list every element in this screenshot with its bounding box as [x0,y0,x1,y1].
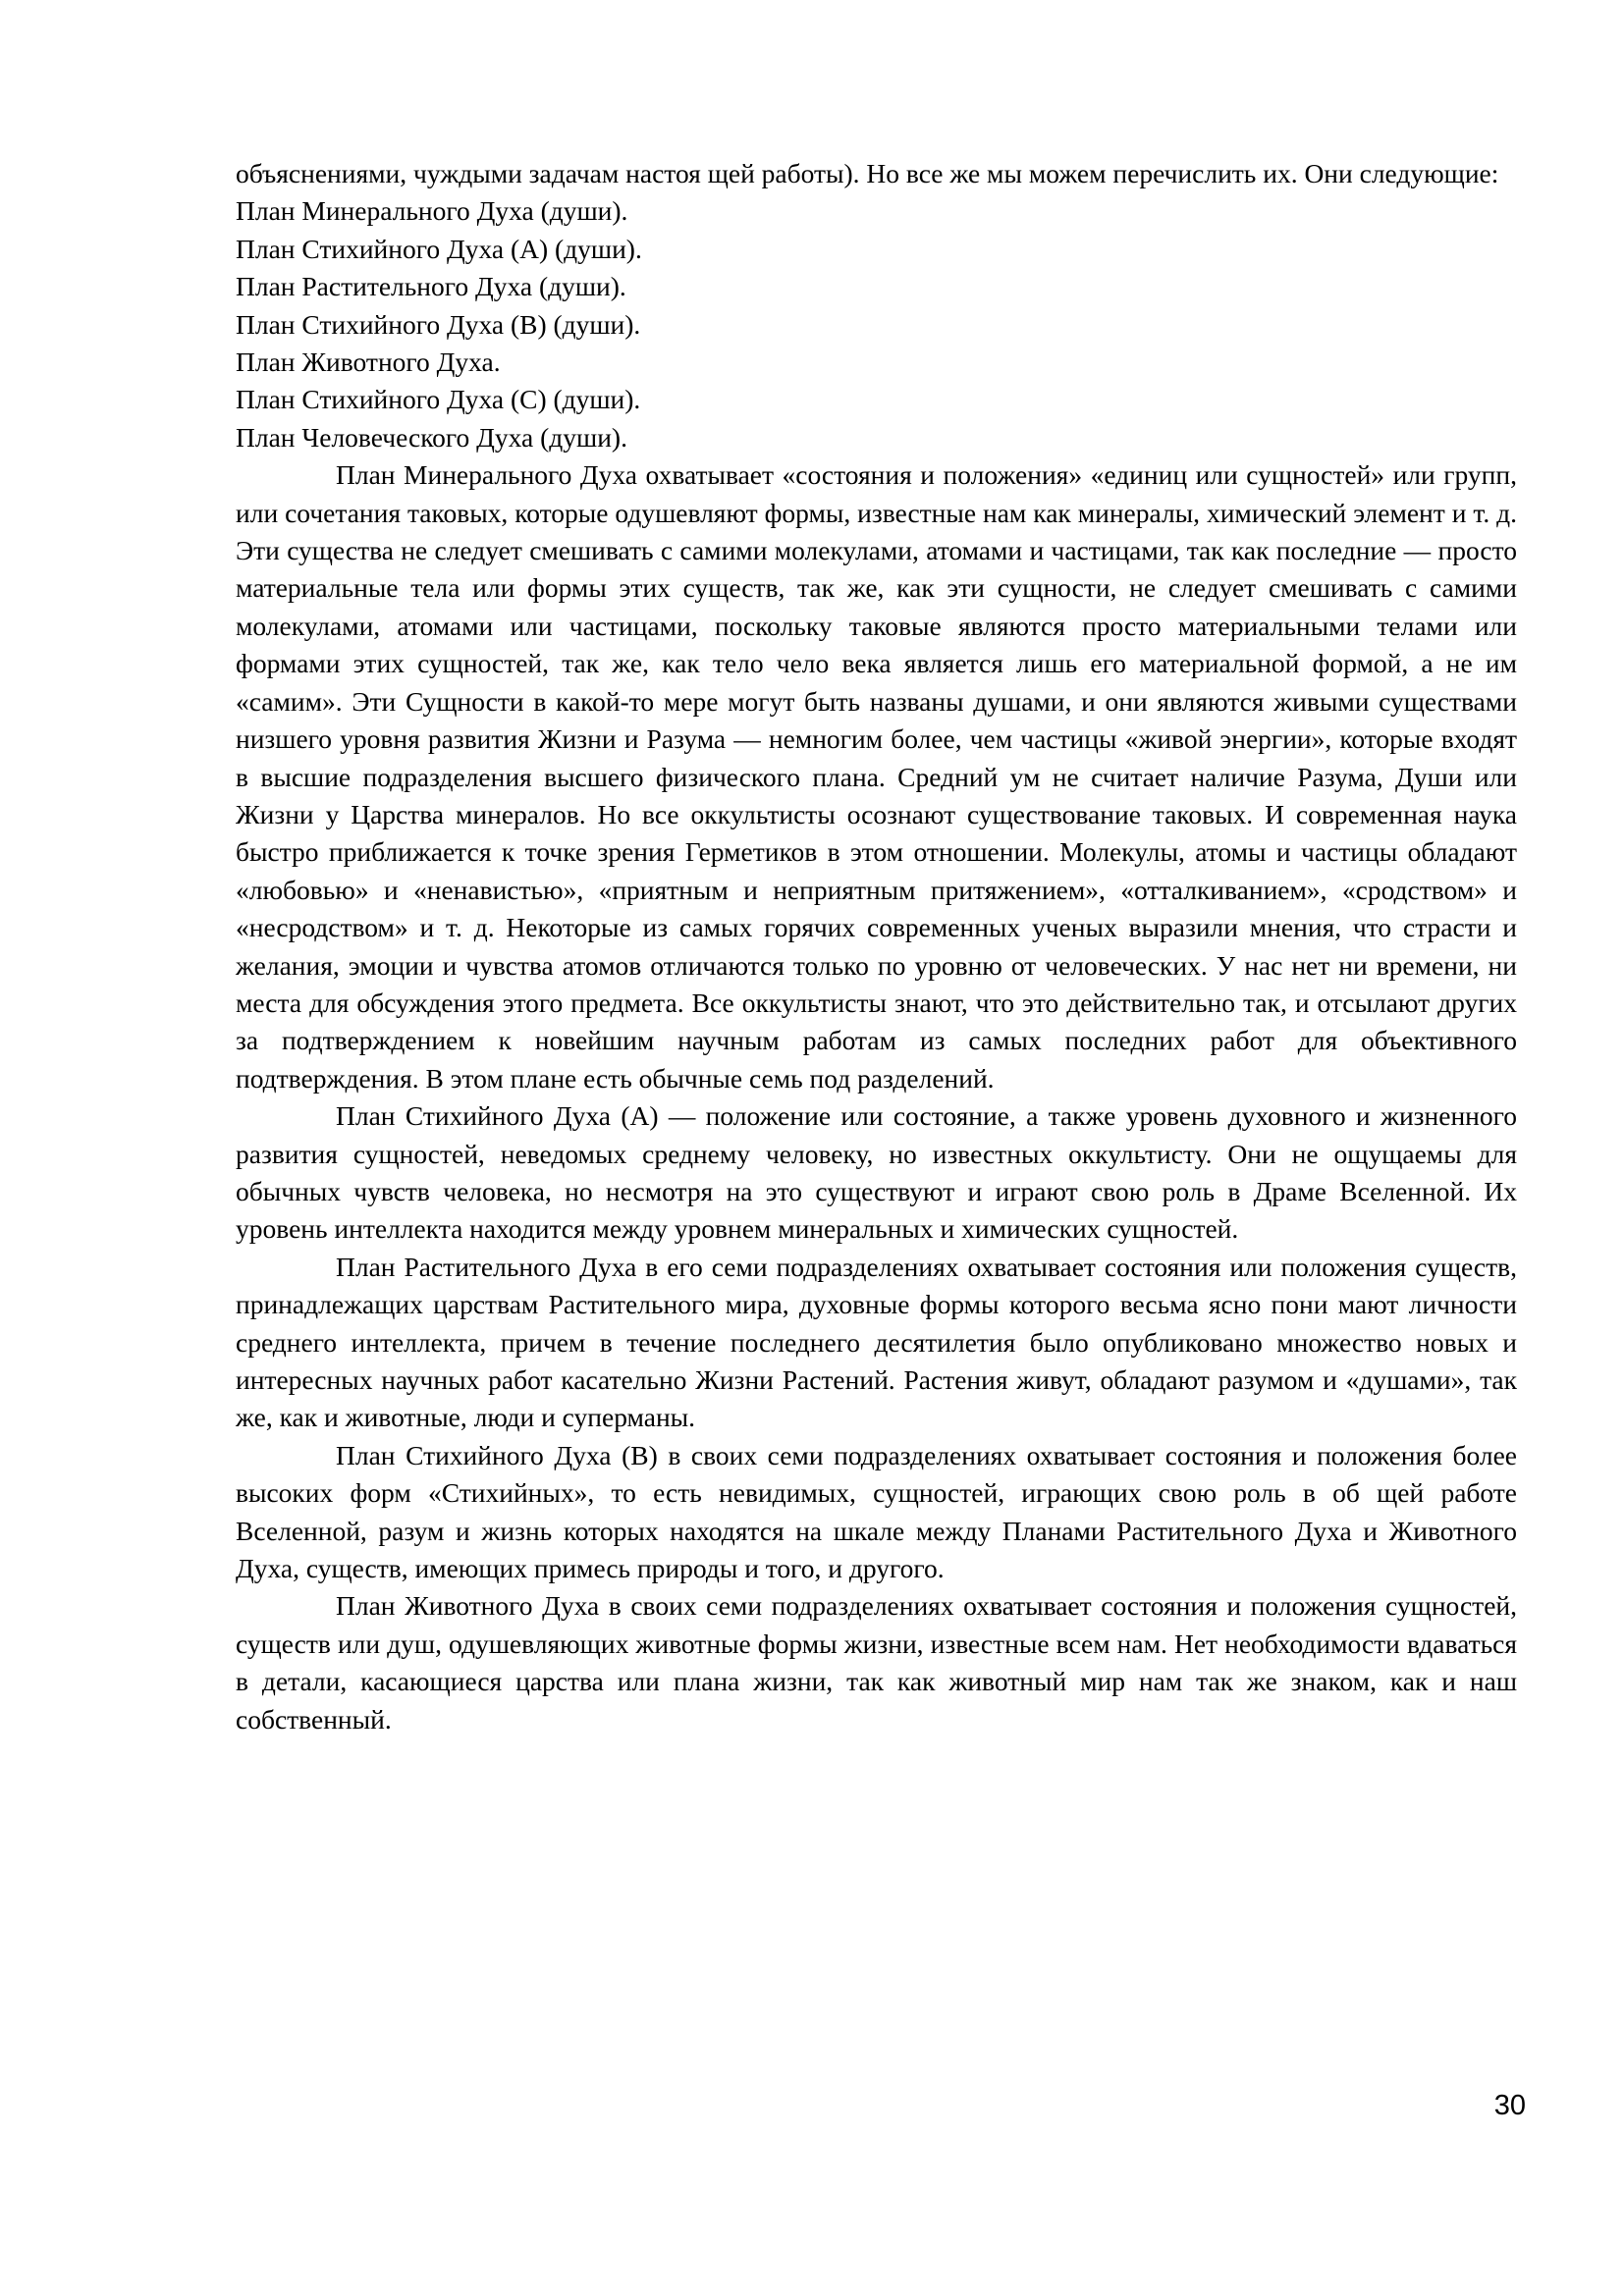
list-item: План Растительного Духа (души). [236,271,626,302]
list-item: План Стихийного Духа (В) (души). [236,308,641,340]
paragraph-plant-plane: План Растительного Духа в его семи подразделениях охватывает состояния или положения существ, принадлежащих царствам Растительного мира, духовные формы которого весьма ясно пони мают личности среднего интеллекта, причем в течение последнего десятилетия было опубликовано множество новых и интересных научных работ касательно Жизни Растений. Растения живут, обладают разумом и «душами», так же, как и животные, люди и суперманы. [236,1251,1517,1433]
planes-list [236,192,1517,456]
page-number: 30 [1493,2090,1526,2121]
list-item: План Животного Духа. [236,347,501,378]
list-item: План Человеческого Духа (души). [236,421,627,453]
list-item: План Стихийного Духа (А) (души). [236,233,642,264]
list-item: План Минерального Духа (души). [236,195,628,227]
continued-paragraph: объяснениями, чуждыми задачам настоя щей работы). Но все же мы можем перечислить их. Они следующие: [236,158,1499,188]
paragraph-mineral-plane: План Минерального Духа охватывает «состояния и положения» «единиц или сущностей» или групп, или сочетания таковых, которые одушевляют формы, известные нам как минералы, химический элемент и т. д. Эти существа не следует смешивать с самими молекулами, атомами и частицами, так как последние — просто материальные тела или формы этих существ, так же, как эти сущности, не следует смешивать с самими молекулами, атомами или частицами, поскольку таковые являются просто материальными телами или формами этих сущностей, так же, как тело чело века является лишь его материальной формой, а не им «самим». Эти Сущности в какой-то мере могут быть названы душами, и они являются живыми существами низшего уровня развития Жизни и Разума — немногим более, чем частицы «живой энергии», которые входят в высшие подразделения высшего физического плана. Средний ум не считает наличие Разума, Души или Жизни у Царства минералов. Но все оккультисты осознают существование таковых. И современная наука быстро приближается к точке зрения Герметиков в этом отношении. Молекулы, атомы и частицы обладают «любовью» и «ненавистью», «приятным и неприятным притяжением», «отталкиванием», «сродством» и «несродством» и т. д. Некоторые из самых горячих современных ученых выразили мнения, что страсти и желания, эмоции и чувства атомов отличаются только по уровню от человеческих. У нас нет ни времени, ни места для обсуждения этого предмета. Все оккультисты знают, что это действительно так, и отсылают других за подтверждением к новейшим научным работам из самых последних работ для объективного подтверждения. В этом плане есть обычные семь под разделений. [236,459,1517,1094]
list-item: План Стихийного Духа (С) (души). [236,384,641,415]
page-body [236,155,1517,1738]
paragraph-elemental-a-plane: План Стихийного Духа (А) — положение или состояние, а также уровень духовного и жизненного развития сущностей, неведомых среднему человеку, но известных оккультисту. Они не ощущаемы для обычных чувств человека, но несмотря на это существуют и играют свою роль в Драме Вселенной. Их уровень интеллекта находится между уровнем минеральных и химических сущностей. [236,1100,1517,1245]
paragraph-elemental-b-plane: План Стихийного Духа (В) в своих семи подразделениях охватывает состояния и положения более высоких форм «Стихийных», то есть невидимых, сущностей, играющих свою роль в об щей работе Вселенной, разум и жизнь которых находятся на шкале между Планами Растительного Духа и Животного Духа, существ, имеющих примесь природы и того, и другого. [236,1439,1517,1584]
paragraph-animal-plane: План Животного Духа в своих семи подразделениях охватывает состояния и положения сущностей, существ или душ, одушевляющих животные формы жизни, известные всем нам. Нет необходимости вдаваться в детали, касающиеся царства или плана жизни, так как животный мир нам так же знаком, как и наш собственный. [236,1590,1517,1735]
